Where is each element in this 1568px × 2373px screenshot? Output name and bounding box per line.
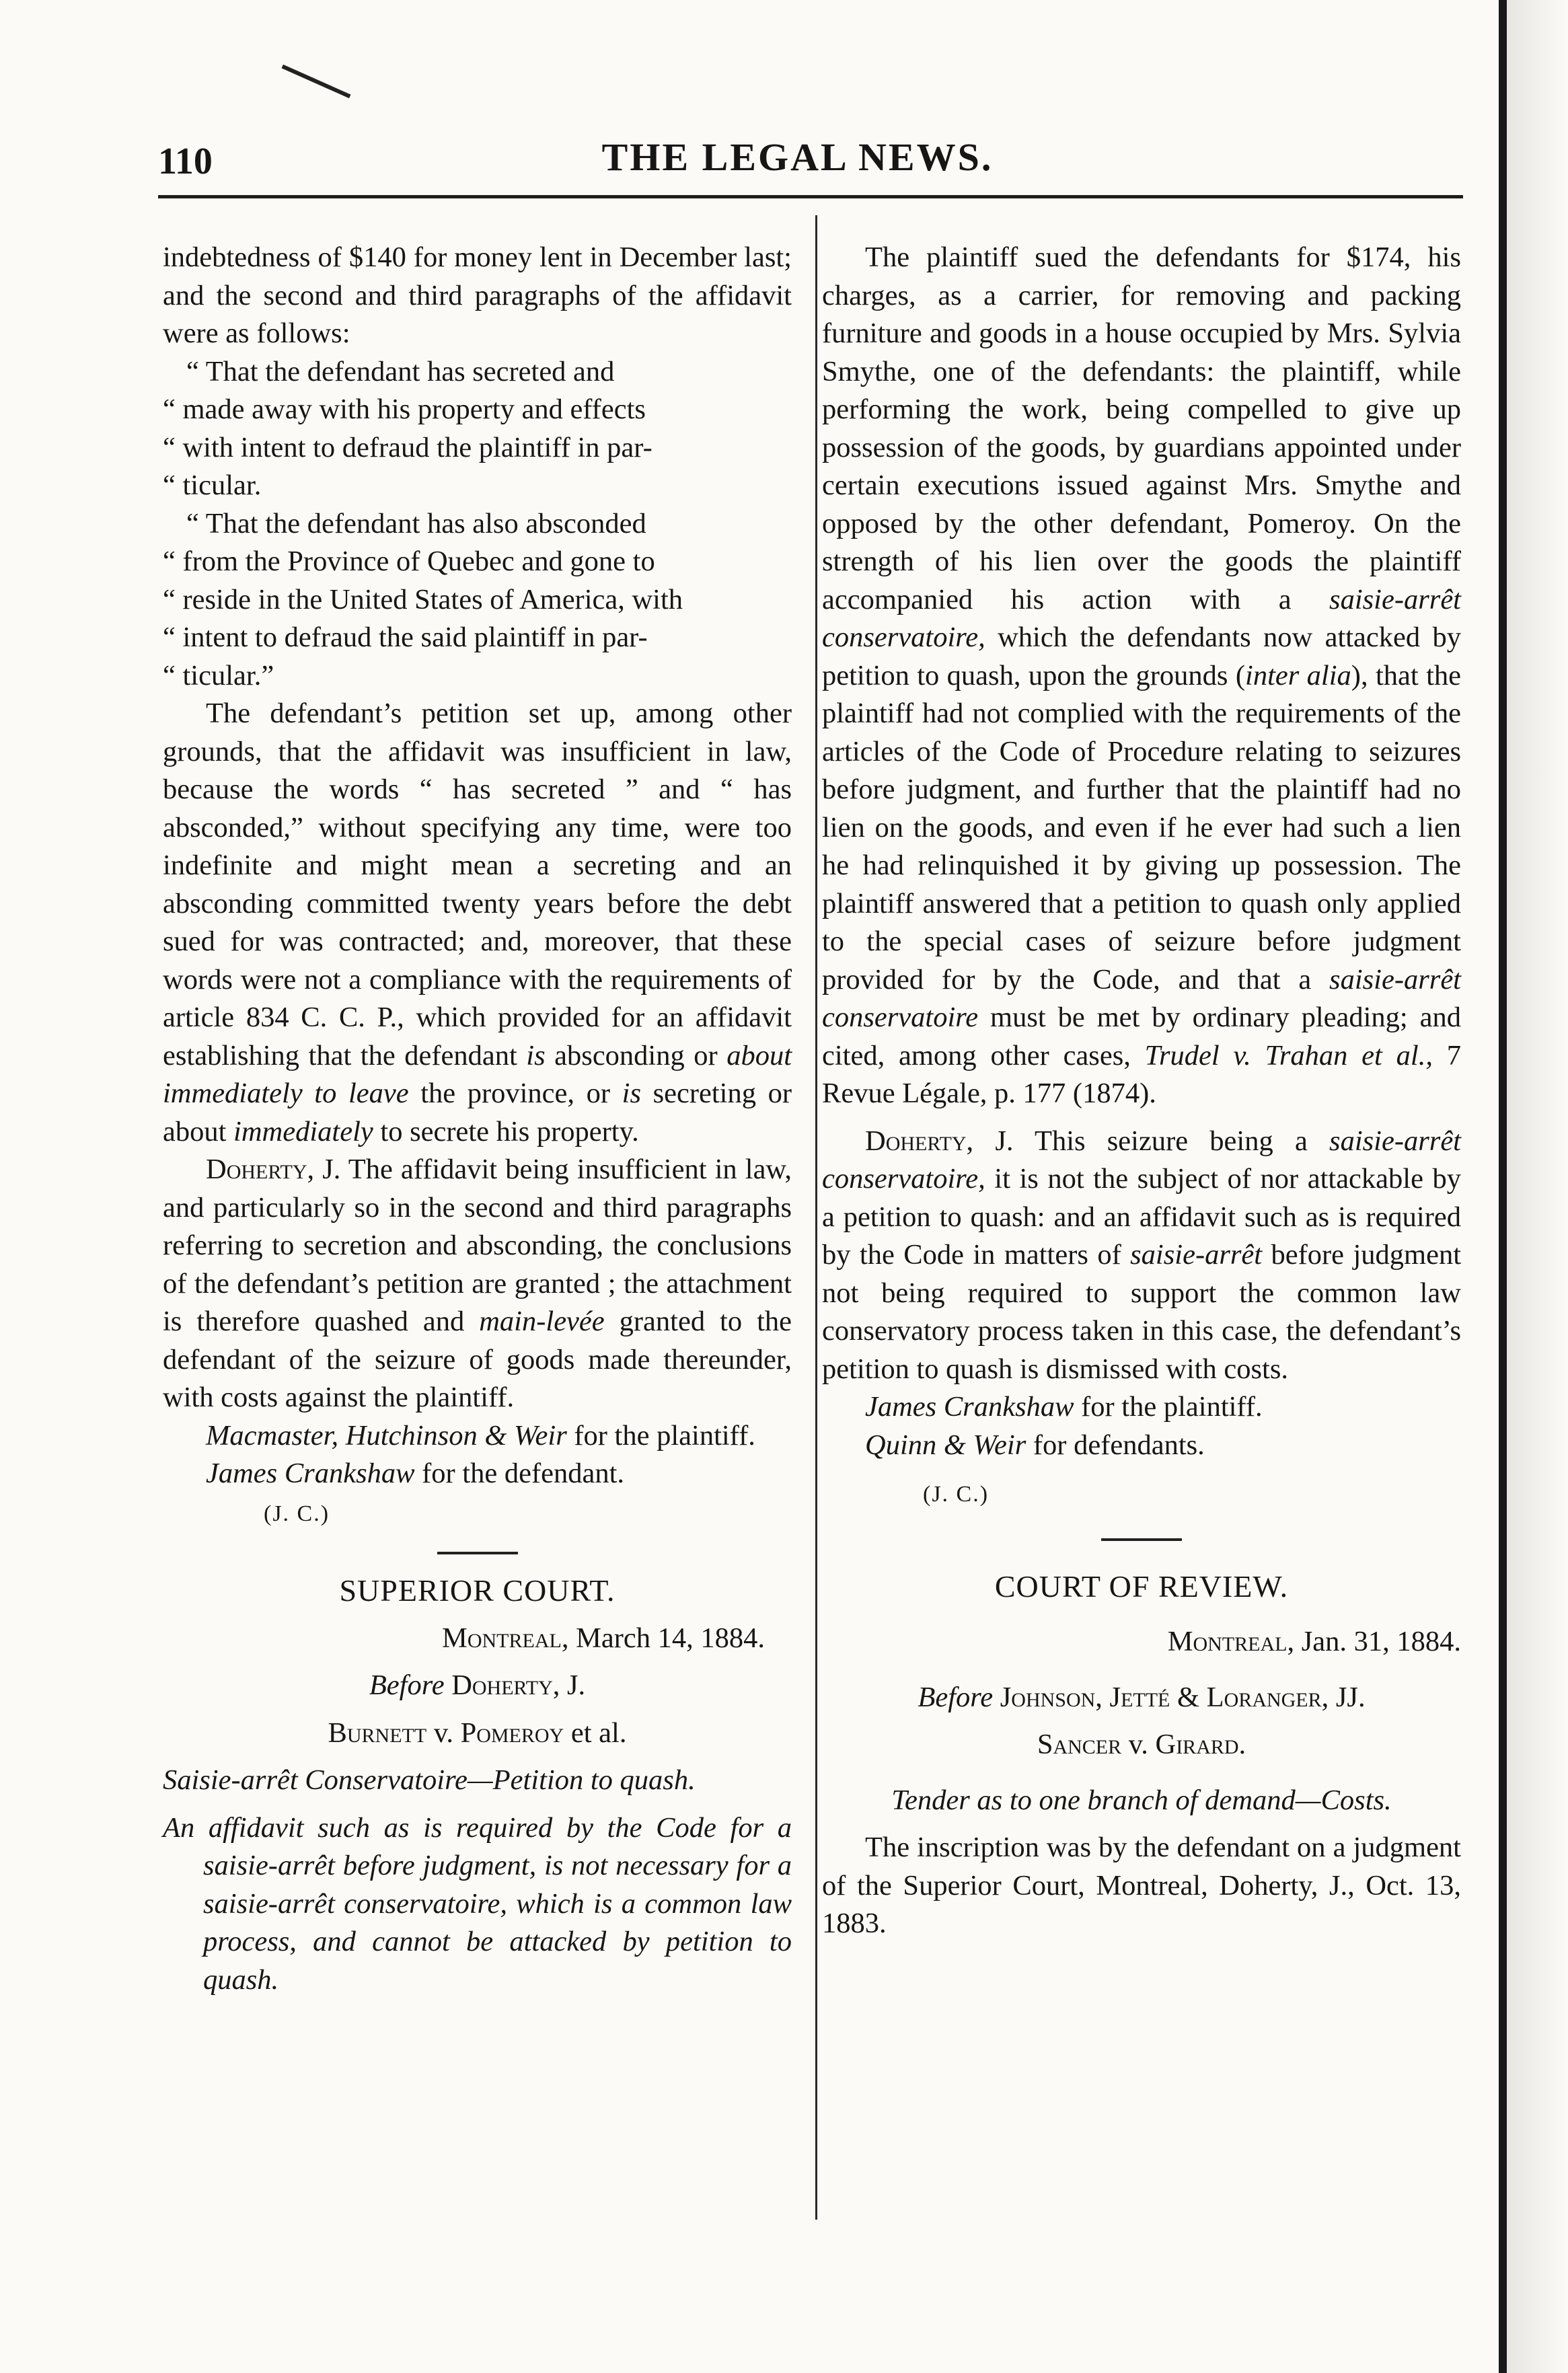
ink-mark [282, 65, 351, 98]
counsel-names: Quinn & Weir [865, 1429, 1026, 1461]
date: Jan. 31, 1884. [1294, 1626, 1461, 1657]
italic-run: saisie-arrêt [1130, 1239, 1263, 1271]
text-run: to secrete his property. [373, 1115, 639, 1147]
italic-run: saisie-arrêt conservatoire, [822, 1125, 1461, 1195]
column-divider [815, 215, 817, 2220]
text-run: absconding or [545, 1039, 727, 1071]
italic-run: main-levée [479, 1306, 605, 1337]
counsel-line [163, 1417, 792, 1456]
text-run: ), that the plaintiff had not complied with the requirements of the articles of the Code of Procedure relating to seizures before judgment, and further that the plaintiff had no lien on the goods, and even if he ever had such a lien he had relinquished it by giving up possession. The plaintiff answered that a petition to quash only applied to the special cases of seizure before judgment provided for by the Code, and that a [822, 659, 1461, 995]
text-run: secreting or about [163, 1078, 792, 1147]
reporter-initials [822, 1474, 1461, 1514]
judge-names: Johnson, Jetté & Loranger, JJ. [993, 1681, 1366, 1713]
quote-line: “ ticular. [163, 469, 262, 501]
court-heading: SUPERIOR COURT. [339, 1573, 615, 1608]
counsel-line [822, 1388, 1461, 1427]
page-number: 110 [158, 141, 213, 182]
party-name: Girard. [1155, 1729, 1246, 1760]
place-date [822, 1623, 1461, 1661]
before-word: Before [918, 1681, 994, 1713]
before-judges [822, 1679, 1461, 1717]
before-word: Before [369, 1669, 445, 1701]
judgment-paragraph [822, 1123, 1461, 1389]
italic-run: saisie-arrêt conservatoire [822, 963, 1461, 1033]
quote-line: “ ticular.” [163, 659, 274, 691]
quote-line: “ from the Province of Quebec and gone to [163, 545, 655, 577]
inscription-paragraph: The inscription was by the defendant on a judgment of the Superior Court, Montreal, Doherty, J., Oct. 13, 1883. [822, 1832, 1461, 1939]
text-run: granted to the defendant of the seizure of goods made thereunder, with costs against the plaintiff. [163, 1306, 792, 1413]
text-run: The affidavit being insufficient in law, and particularly so in the second and third paragraphs referring to secretion and absconding, the conclusions of the defendant’s petition are granted ; the attachment is therefore quashed and [163, 1154, 792, 1337]
city: Montreal, [442, 1622, 569, 1654]
petition-paragraph [163, 695, 792, 1151]
text-run: it is not the subject of nor attackable by a petition to quash: and an affidavit such as is required by the Code in matters of [822, 1163, 1461, 1271]
italic-run: is [526, 1039, 546, 1071]
counsel-names: Macmaster, Hutchinson & Weir [206, 1419, 567, 1452]
judge-name: Doherty, J. [865, 1125, 1014, 1157]
party-name: Burnett [328, 1717, 427, 1749]
section-rule [1101, 1538, 1182, 1541]
facts-paragraph [822, 239, 1461, 1113]
judge-name: Doherty, J. [206, 1154, 341, 1185]
section-rule [437, 1552, 518, 1554]
quote-line: “ reside in the United States of America, with [163, 583, 683, 615]
counsel-names: James Crankshaw [865, 1391, 1074, 1423]
party-name: Sancer [1037, 1729, 1122, 1760]
italic-run: saisie-arrêt conservatoire, [822, 583, 1461, 653]
party-name: Pomeroy [460, 1717, 564, 1749]
case-title [163, 1715, 792, 1753]
text-run: the province, or [408, 1078, 622, 1109]
page-gutter-shadow [1507, 0, 1568, 2373]
text-run: must be met by ordinary pleading; and cited, among other cases, [822, 1002, 1461, 1071]
book-spine-edge [1499, 0, 1507, 2373]
right-column [822, 239, 1461, 1943]
italic-run: immediately [233, 1115, 373, 1147]
initials-text: (J. C.) [264, 1501, 330, 1526]
quote-line: “ That the defendant has secreted and [186, 355, 615, 387]
et-al: et al. [564, 1717, 627, 1749]
judge-name: Doherty, J. [444, 1669, 586, 1701]
text-run: The defendant’s petition set up, among other grounds, that the affidavit was insufficient in law, because the words “ has secreted ” and “ has absconded,” without specifying any time, were too indefinite and might mean a secreting and an absconding committed twenty years before the debt sued for was contracted; and, moreover, that these words were not a compliance with the requirements of article 834 C. C. P., which provided for an affidavit establishing that the defendant [163, 698, 792, 1071]
italic-run: about immediately to leave [163, 1039, 792, 1109]
versus: v. [426, 1717, 461, 1749]
counsel-names: James Crankshaw [206, 1458, 415, 1489]
initials-text: (J. C.) [923, 1482, 990, 1507]
text-run: This seizure being a [1013, 1125, 1330, 1157]
page-header [0, 128, 1501, 188]
italic-run: is [622, 1078, 641, 1109]
court-heading: COURT OF REVIEW. [994, 1569, 1289, 1604]
quote-line: “ intent to defraud the said plaintiff in par- [163, 622, 648, 653]
case-title [822, 1726, 1461, 1764]
counsel-role: for the defendant. [414, 1458, 625, 1489]
headnote: An affidavit such as is required by the Code for a saisie-arrêt before judgment, is not necessary for a saisie-arrêt conservatoire, which is a common law process, and cannot be attacked by petition to quash. [163, 1811, 792, 1996]
quote-line: “ That the defendant has also absconded [186, 507, 646, 539]
quote-line: “ with intent to defraud the plaintiff in par- [163, 431, 652, 463]
left-column [163, 239, 792, 1999]
text-run: which the defendants now attacked by petition to quash, upon the grounds ( [822, 622, 1461, 691]
counsel-line [163, 1455, 792, 1493]
quote-line: “ made away with his property and effects [163, 393, 646, 425]
counsel-role: for the plaintiff. [1074, 1391, 1263, 1423]
judgment-paragraph [163, 1151, 792, 1417]
case-subject: Tender as to one branch of demand—Costs. [891, 1784, 1392, 1816]
case-subject: Saisie-arrêt Conservatoire—Petition to quash. [163, 1764, 696, 1796]
date: March 14, 1884. [568, 1622, 765, 1654]
text-run: 7 Revue Légale, p. 177 (1874). [822, 1039, 1461, 1109]
versus: v. [1121, 1729, 1156, 1760]
journal-title: THE LEGAL NEWS. [601, 135, 994, 179]
city: Montreal, [1167, 1626, 1295, 1657]
before-judge [163, 1667, 792, 1705]
text-run: The plaintiff sued the defendants for $174, his charges, as a carrier, for removing and packing furniture and goods in a house occupied by Mrs. Sylvia Smythe, one of the defendants: the plaintiff, while performing the work, being compelled to give up possession of the goods, by guardians appointed under certain executions issued against Mrs. Smythe and opposed by the other defendant, Pomeroy. On the strength of his lien over the goods the plaintiff accompanied his action with a [822, 241, 1461, 615]
counsel-role: for defendants. [1026, 1429, 1205, 1461]
italic-run: Trudel v. Trahan et al., [1144, 1039, 1433, 1071]
continued-paragraph: indebtedness of $140 for money lent in December last; and the second and third paragraphs of the affidavit were as follows: [163, 241, 792, 349]
counsel-line [822, 1427, 1461, 1465]
counsel-role: for the plaintiff. [566, 1419, 755, 1452]
place-date [163, 1620, 792, 1658]
header-rule [158, 195, 1463, 198]
italic-run: inter alia [1245, 659, 1351, 691]
reporter-initials [163, 1493, 792, 1534]
text-run: before judgment not being required to support the common law conservatory process taken in this case, the defendant’s petition to quash is dismissed with costs. [822, 1239, 1461, 1385]
